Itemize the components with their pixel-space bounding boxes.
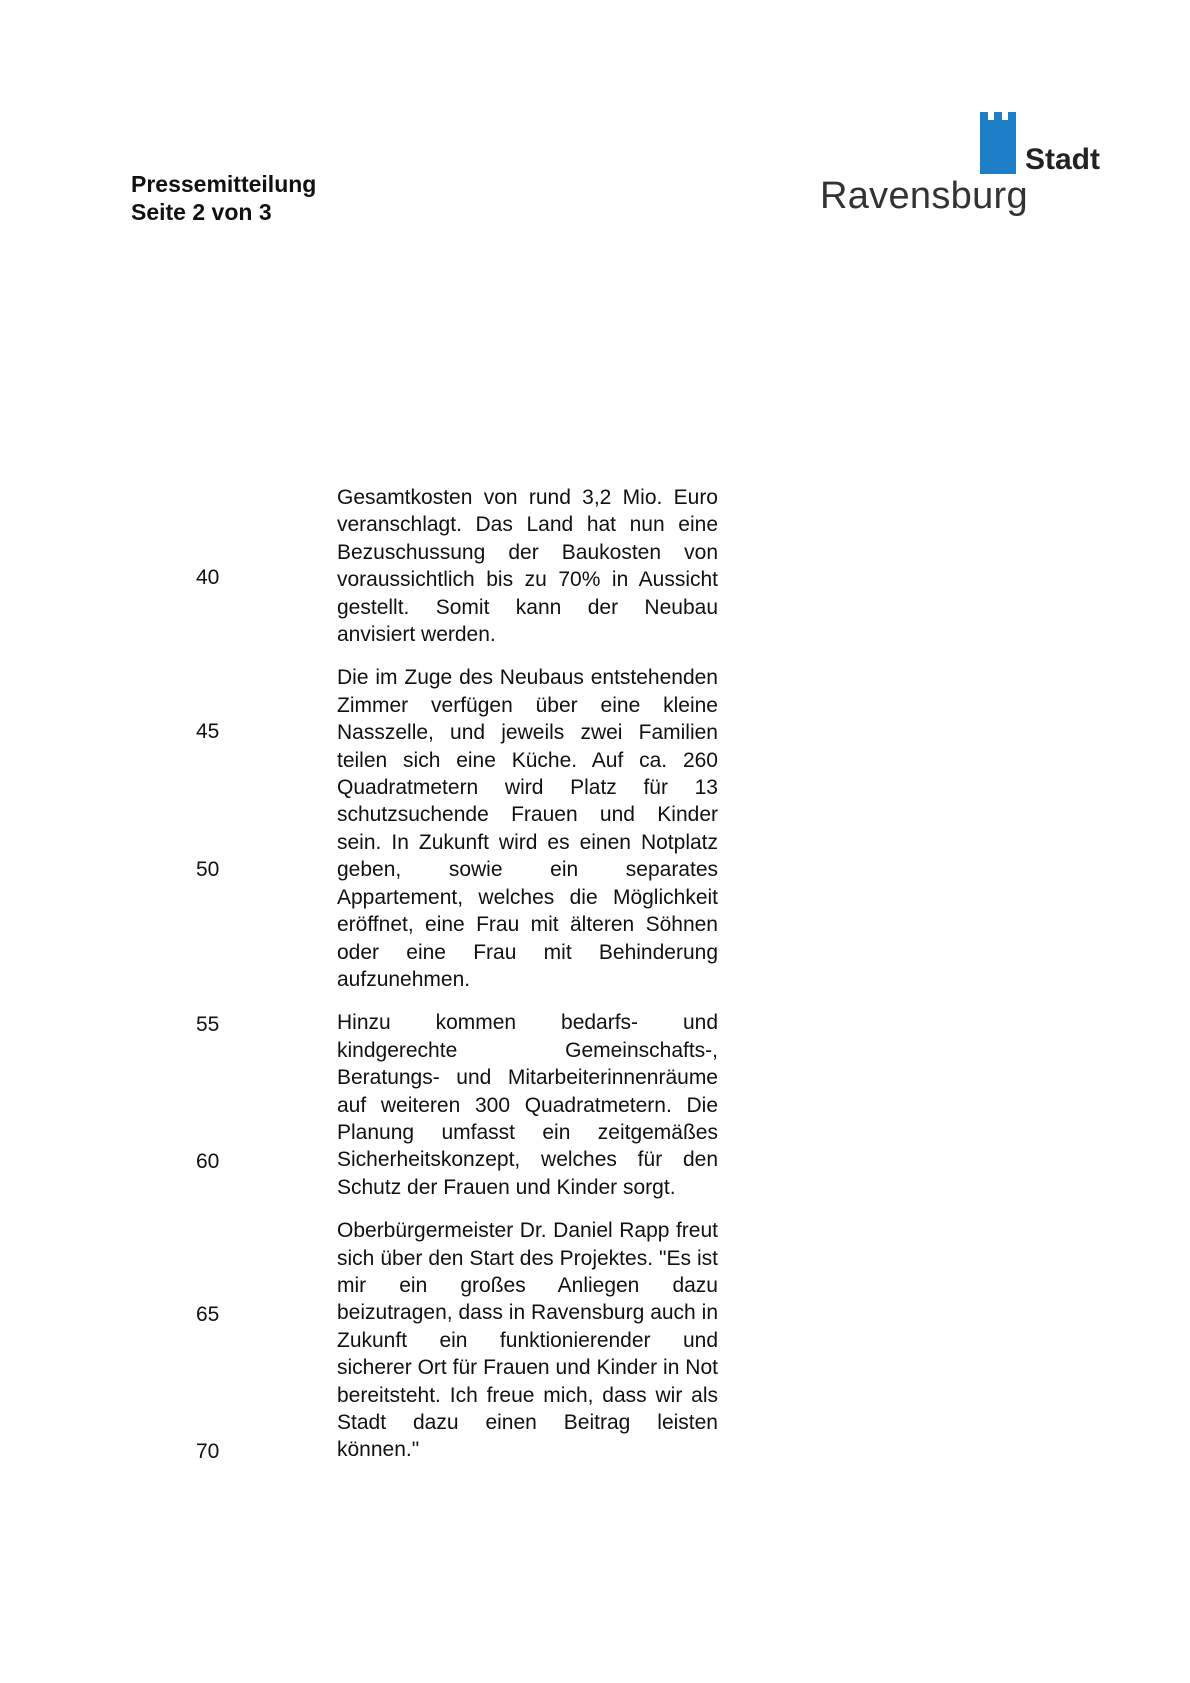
line-number: 40 <box>196 566 220 589</box>
logo-word-ravensburg: Ravensburg <box>820 175 1028 217</box>
line-number: 60 <box>196 1150 220 1173</box>
city-logo <box>820 112 1120 222</box>
line-number: 65 <box>196 1303 220 1326</box>
line-number: 50 <box>196 858 220 881</box>
paragraph: Oberbürgermeister Dr. Daniel Rapp freut sich über den Start des Projektes. "Es ist mir ein großes Anliegen dazu beizutragen, dass in Ravensburg auch in Zukunft ein funktionierender und sicherer Ort für Frauen und Kinder in Not bereitsteht. Ich freue mich, dass wir als Stadt dazu einen Beitrag leisten können." <box>337 1219 718 1462</box>
document-type-title: Pressemitteilung <box>131 171 317 197</box>
line-number: 45 <box>196 720 220 743</box>
page-indicator: Seite 2 von 3 <box>131 199 272 225</box>
line-number: 55 <box>196 1013 220 1036</box>
paragraph: Die im Zuge des Neubaus entstehenden Zimmer verfügen über eine kleine Nasszelle, und jeweils zwei Familien teilen sich eine Küche. Auf ca. 260 Quadratmetern wird Platz für 13 schutzsuchende Frauen und Kinder sein. In Zukunft wird es einen Notplatz geben, sowie ein separates Appartement, welches die Möglichkeit eröffnet, eine Frau mit älteren Söhnen oder eine Frau mit Behinderung aufzunehmen. <box>337 666 718 991</box>
paragraph: Gesamtkosten von rund 3,2 Mio. Euro veranschlagt. Das Land hat nun eine Bezuschussung der Baukosten von voraussichtlich bis zu 70% in Aussicht gestellt. Somit kann der Neubau anvisiert werden. <box>337 486 718 647</box>
line-number: 70 <box>196 1440 220 1463</box>
press-release-body <box>337 484 718 1480</box>
paragraph: Hinzu kommen bedarfs- und kindgerechte Gemeinschafts-, Beratungs- und Mitarbeiterinnenräume auf weiteren 300 Quadratmetern. Die Planung umfasst ein zeitgemäßes Sicherheitskonzept, welches für den Schutz der Frauen und Kinder sorgt. <box>337 1011 718 1199</box>
document-header <box>131 170 316 226</box>
logo-word-stadt: Stadt <box>1025 143 1100 176</box>
